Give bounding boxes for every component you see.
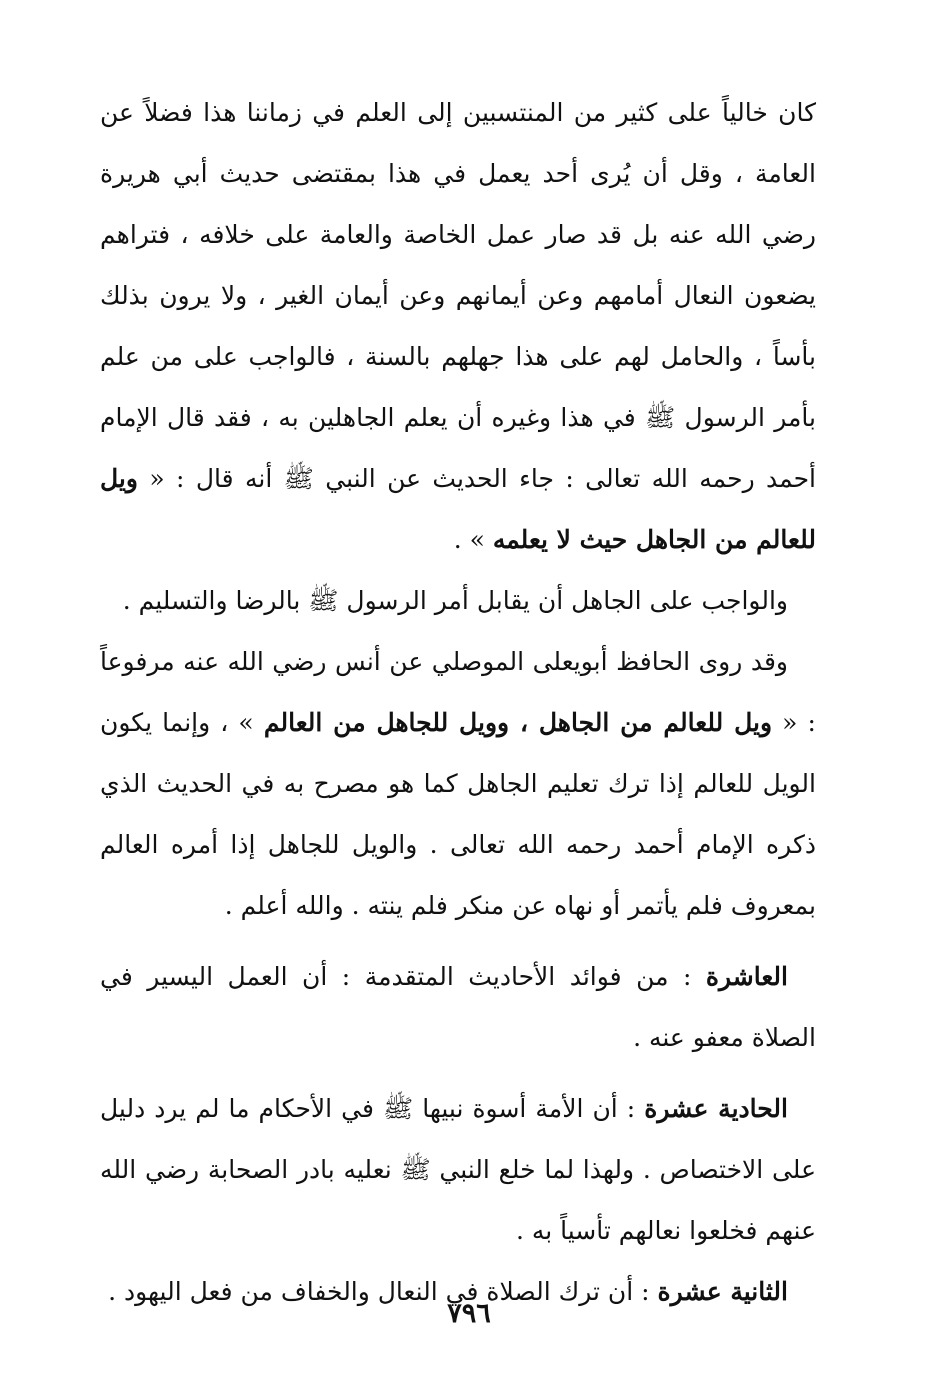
paragraph-2 — [100, 570, 816, 631]
paragraph-1-text-b: » . — [453, 525, 493, 554]
page-body — [100, 82, 816, 1322]
paragraph-4-heading: العاشرة — [705, 962, 788, 991]
paragraph-5 — [100, 1078, 816, 1261]
paragraph-4 — [100, 946, 816, 1068]
paragraph-1-hadith-bold: ويل للعالم من الجاهل حيث لا يعلمه — [100, 464, 816, 554]
page-number: ٧٩٦ — [447, 1298, 491, 1329]
paragraph-3-text-a: وقد روى الحافظ أبويعلى الموصلي عن أنس رضي الله عنه مرفوعاً : « — [100, 647, 816, 737]
paragraph-1-text-a: كان خالياً على كثير من المنتسبين إلى العلم في زماننا هذا فضلاً عن العامة ، وقل أن يُرى أحد يعمل في هذا بمقتضى حديث أبي هريرة رضي الله عنه بل قد صار عمل الخاصة والعامة على خلافه ، فتراهم يضعون النعال أمامهم وعن أيمانهم وعن أيمان الغير ، ولا يرون بذلك بأساً ، والحامل لهم على هذا جهلهم بالسنة ، فالواجب على من علم بأمر الرسول ﷺ في هذا وغيره أن يعلم الجاهلين به ، فقد قال الإمام أحمد رحمه الله تعالى : جاء الحديث عن النبي ﷺ أنه قال : « — [100, 98, 816, 493]
paragraph-2-text: والواجب على الجاهل أن يقابل أمر الرسول ﷺ بالرضا والتسليم . — [122, 586, 788, 615]
paragraph-5-heading: الحادية عشرة — [644, 1094, 788, 1123]
paragraph-1 — [100, 82, 816, 570]
paragraph-6-heading: الثانية عشرة — [657, 1277, 788, 1306]
paragraph-3-text-b: » ، وإنما يكون الويل للعالم إذا ترك تعليم الجاهل كما هو مصرح به في الحديث الذي ذكره الإمام أحمد رحمه الله تعالى . والويل للجاهل إذا أمره العالم بمعروف فلم يأتمر أو نهاه عن منكر فلم ينته . والله أعلم . — [100, 708, 816, 920]
paragraph-3-hadith-bold: ويل للعالم من الجاهل ، وويل للجاهل من العالم — [263, 708, 773, 737]
paragraph-6-text: : أن ترك الصلاة في النعال والخفاف من فعل اليهود . — [108, 1277, 658, 1306]
paragraph-5-text: : أن الأمة أسوة نبيها ﷺ في الأحكام ما لم يرد دليل على الاختصاص . ولهذا لما خلع النبي ﷺ نعليه بادر الصحابة رضي الله عنهم فخلعوا نعالهم تأسياً به . — [100, 1094, 816, 1245]
paragraph-3 — [100, 631, 816, 936]
paragraph-4-text: : من فوائد الأحاديث المتقدمة : أن العمل اليسير في الصلاة معفو عنه . — [100, 962, 816, 1052]
